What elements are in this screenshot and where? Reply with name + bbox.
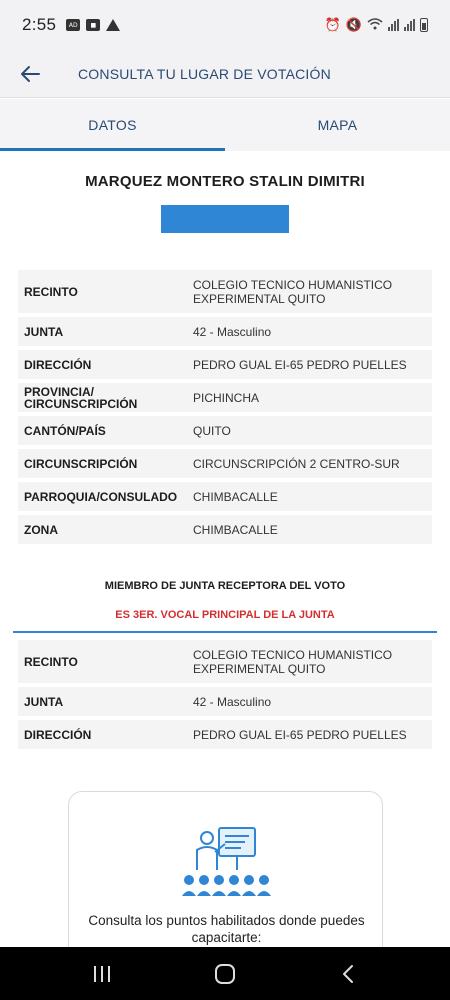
ad-badge-icon: AD: [66, 19, 80, 31]
main-content: [0, 151, 450, 947]
member-row-recinto: [18, 640, 432, 683]
back-button[interactable]: [0, 50, 60, 98]
status-bar: [0, 0, 450, 50]
member-role-text: ES 3ER. VOCAL PRINCIPAL DE LA JUNTA: [115, 609, 335, 621]
info-value: PEDRO GUAL EI-65 PEDRO PUELLES: [193, 357, 407, 372]
member-info-table: [18, 640, 432, 753]
info-label: RECINTO: [24, 284, 78, 299]
info-row-direccion: [18, 350, 432, 379]
member-section-title: MIEMBRO DE JUNTA RECEPTORA DEL VOTO: [104, 580, 346, 592]
info-value: CIRCUNSCRIPCIÓN 2 CENTRO-SUR: [193, 456, 400, 471]
home-icon: [214, 963, 236, 985]
info-label: PROVINCIA/ CIRCUNSCRIPCIÓN: [24, 384, 138, 411]
back-icon: [341, 964, 355, 984]
training-card[interactable]: [68, 791, 383, 947]
info-value: COLEGIO TECNICO HUMANISTICO EXPERIMENTAL QUITO: [193, 647, 393, 676]
redacted-id-bar: [161, 205, 289, 233]
nav-back-button[interactable]: [323, 954, 373, 994]
alarm-icon: ⏰: [324, 17, 341, 32]
info-label: CANTÓN/PAÍS: [24, 423, 106, 438]
info-label: CIRCUNSCRIPCIÓN: [24, 456, 138, 471]
wifi-icon: [367, 18, 383, 33]
status-right-icons: [325, 17, 428, 33]
tab-mapa[interactable]: MAPA: [317, 117, 358, 133]
info-value: CHIMBACALLE: [193, 489, 278, 504]
info-label: DIRECCIÓN: [24, 727, 92, 742]
info-value: PICHINCHA: [193, 390, 260, 405]
info-value: COLEGIO TECNICO HUMANISTICO EXPERIMENTAL QUITO: [193, 277, 393, 306]
warning-icon: [106, 19, 120, 31]
info-row-parroquia: [18, 482, 432, 511]
notification-icon: ■: [86, 19, 100, 31]
training-card-text: Consulta los puntos habilitados donde puedes capacitarte:: [88, 913, 365, 945]
info-label: JUNTA: [24, 694, 64, 709]
info-value: 42 - Masculino: [193, 324, 272, 339]
page-title: CONSULTA TU LUGAR DE VOTACIÓN: [78, 65, 331, 82]
tab-datos[interactable]: DATOS: [0, 99, 225, 151]
member-row-direccion: [18, 720, 432, 749]
info-row-recinto: [18, 270, 432, 313]
info-label: DIRECCIÓN: [24, 357, 92, 372]
battery-icon: [420, 18, 428, 32]
home-button[interactable]: [200, 954, 250, 994]
info-row-zona: [18, 515, 432, 544]
section-divider: [13, 631, 437, 633]
status-time: 2:55: [22, 15, 57, 34]
mute-icon: 🔇: [345, 17, 362, 32]
arrow-back-icon: [20, 65, 40, 83]
info-value: 42 - Masculino: [193, 694, 272, 709]
info-row-junta: [18, 317, 432, 346]
info-label: ZONA: [24, 522, 58, 537]
system-nav-bar: [0, 947, 450, 1000]
info-row-canton: [18, 416, 432, 445]
recent-apps-button[interactable]: [77, 954, 127, 994]
info-row-circunscripcion: [18, 449, 432, 478]
signal-icon: [404, 19, 415, 31]
app-bar: [0, 50, 450, 98]
status-left-icons: [66, 19, 120, 31]
info-label: JUNTA: [24, 324, 64, 339]
recent-apps-icon: [92, 965, 112, 983]
tab-bar: [0, 99, 450, 151]
info-row-provincia: [18, 383, 432, 412]
info-value: QUITO: [193, 423, 231, 438]
training-presentation-icon: [181, 826, 273, 898]
member-row-junta: [18, 687, 432, 716]
person-name: MARQUEZ MONTERO STALIN DIMITRI: [85, 173, 365, 190]
info-label: RECINTO: [24, 654, 78, 669]
info-value: PEDRO GUAL EI-65 PEDRO PUELLES: [193, 727, 407, 742]
voting-info-table: [18, 270, 432, 548]
info-value: CHIMBACALLE: [193, 522, 278, 537]
signal-icon: [388, 19, 399, 31]
info-label: PARROQUIA/CONSULADO: [24, 489, 178, 504]
